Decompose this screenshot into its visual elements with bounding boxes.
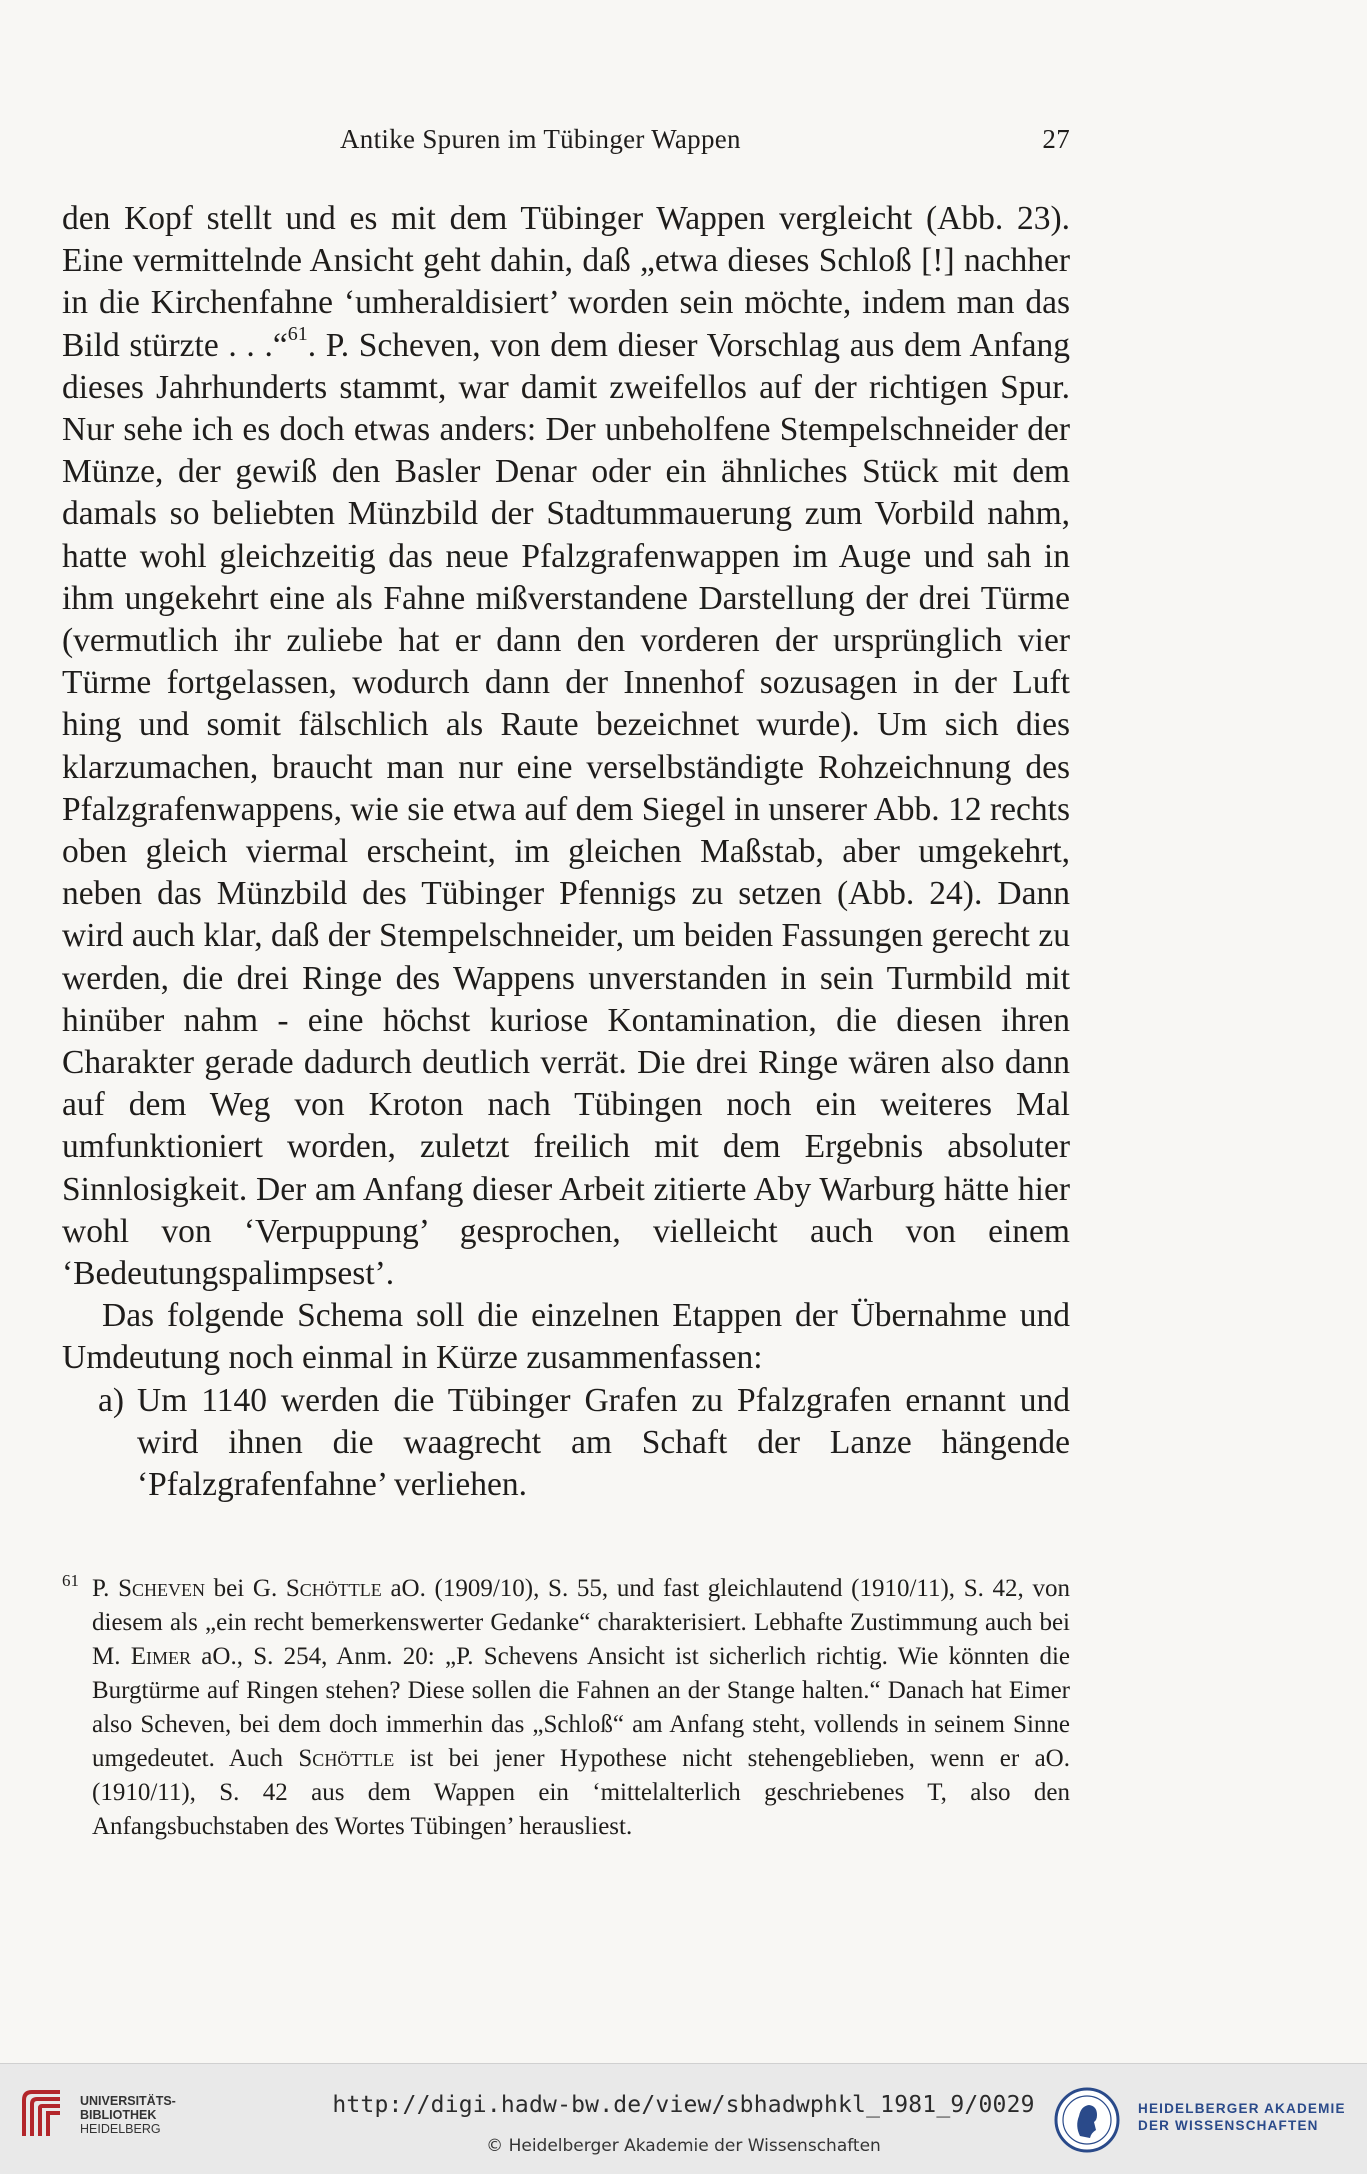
footnote-run: P. xyxy=(92,1575,119,1602)
author-name: Scheven xyxy=(118,1575,205,1602)
list-marker: a) xyxy=(98,1381,125,1419)
paragraph xyxy=(62,198,1070,1295)
footnote-run: aO., S. 254, Anm. 20: „P. Schevens Ansicht ist sicherlich richtig. Wie könnten die Burgtürme auf Ringen stehen? Diese sollen die Fahnen an der Stange halten.“ Danach hat Eimer also Scheven, bei dem doch immerhin das „Schloß“ am Anfang steht, vollends in seinem Sinne umgedeutet. Auch xyxy=(92,1643,1070,1772)
list-item-text: Um 1140 werden die Tübinger Grafen zu Pfalzgrafen ernannt und wird ihnen die waagrecht am Schaft der Lanze hängende ‘Pfalzgrafenfahne’ verliehen. xyxy=(137,1381,1070,1504)
permalink-url[interactable]: http://digi.hadw-bw.de/view/sbhadwphkl_1981_9/0029 xyxy=(332,2092,1035,2118)
body-text xyxy=(62,198,1070,1506)
library-name-line: HEIDELBERG xyxy=(80,2122,161,2136)
paragraph: Das folgende Schema soll die einzelnen Etappen der Übernahme und Umdeutung noch einmal in Kürze zusammenfassen: xyxy=(62,1297,1070,1377)
academy-seal-icon[interactable] xyxy=(1053,2086,1121,2154)
footnote xyxy=(62,1572,1070,1844)
running-head xyxy=(62,118,1070,158)
paragraph-text: den Kopf stellt und es mit dem Tübinger Wappen vergleicht (Abb. 23). Eine vermittelnde Ansicht geht dahin, daß „etwa dieses Schloß [!] nachher in die Kirchenfahne ‘umheraldisiert’ worden sein möchte, indem man das Bild stürzte . . .“ xyxy=(62,200,1070,364)
academy-name xyxy=(1138,2100,1346,2134)
running-title: Antike Spuren im Tübinger Wappen xyxy=(340,124,741,154)
list-item xyxy=(62,1380,1070,1507)
footnote-text xyxy=(62,1572,1070,1844)
library-name-line: BIBLIOTHEK xyxy=(80,2108,157,2122)
author-name: Schöttle xyxy=(298,1745,395,1772)
author-name: Eimer xyxy=(130,1643,192,1670)
footnote-reference[interactable]: 61 xyxy=(287,323,308,346)
paragraph-text: . P. Scheven, von dem dieser Vorschlag aus dem Anfang dieses Jahrhunderts stammt, war damit zweifellos auf der richtigen Spur. Nur sehe ich es doch etwas anders: Der unbeholfene Stempelschneider der Münze, der gewiß den Basler Denar oder ein ähnliches Stück mit dem damals so beliebten Münzbild der Stadtummauerung zum Vorbild nahm, hatte wohl gleichzeitig das neue Pfalzgrafenwappen im Auge und sah in ihm ungekehrt eine als Fahne mißverstandene Darstellung der drei Türme (vermutlich ihr zuliebe hat er dann den vorderen der ursprünglich vier Türme fortgelassen, wodurch dann der Innenhof sozusagen in der Luft hing und somit fälschlich als Raute bezeichnet wurde). Um sich dies klarzumachen, braucht man nur eine verselbständigte Rohzeichnung des Pfalzgrafenwappens, wie sie etwa auf dem Siegel in unserer Abb. 12 rechts oben gleich viermal erscheint, im gleichen Maßstab, aber umgekehrt, neben das Münzbild des Tübinger Pfennigs zu setzen (Abb. 24). Dann wird auch klar, daß der Stempelschneider, um beiden Fassungen gerecht zu werden, die drei Ringe des Wappens unverstanden in sein Turmbild mit hinüber nahm - eine höchst kuriose Kontamination, die diesen ihren Charakter gerade dadurch deutlich verrät. Die drei Ringe wären also dann auf dem Weg von Kroton nach Tübingen noch ein weiteres Mal umfunktioniert worden, zuletzt freilich mit dem Ergebnis absoluter Sinnlosigkeit. Der am Anfang dieser Arbeit zitierte Aby Warburg hätte hier wohl von ‘Verpuppung’ gesprochen, vielleicht auch von einem ‘Bedeutungspalimpsest’. xyxy=(62,326,1071,1293)
academy-name-line: HEIDELBERGER AKADEMIE xyxy=(1138,2101,1346,2116)
author-name: Schöttle xyxy=(285,1575,382,1602)
footnote-run: ist bei jener Hypothese nicht stehengeblieben, wenn er aO. (1910/11), S. 42 aus dem Wappen ein ‘mittelalterlich geschriebenes T, also den Anfangsbuchstaben des Wortes Tübingen’ herausliest. xyxy=(92,1745,1070,1840)
viewer-footer xyxy=(0,2063,1367,2174)
page-number: 27 xyxy=(1042,124,1070,154)
copyright-notice: © Heidelberger Akademie der Wissenschaften xyxy=(486,2136,881,2156)
footnote-number: 61 xyxy=(62,1571,79,1590)
footnote-run: aO. (1909/10), S. 55, und fast gleichlautend (1910/11), S. 42, von diesem als „ein recht bemerkenswerter Gedanke“ charakterisiert. Lebhafte Zustimmung auch bei M. xyxy=(92,1575,1070,1670)
footnote-run: bei G. xyxy=(204,1575,286,1602)
library-name-line: UNIVERSITÄTS- xyxy=(80,2094,176,2108)
academy-name-line: DER WISSENSCHAFTEN xyxy=(1138,2118,1319,2133)
